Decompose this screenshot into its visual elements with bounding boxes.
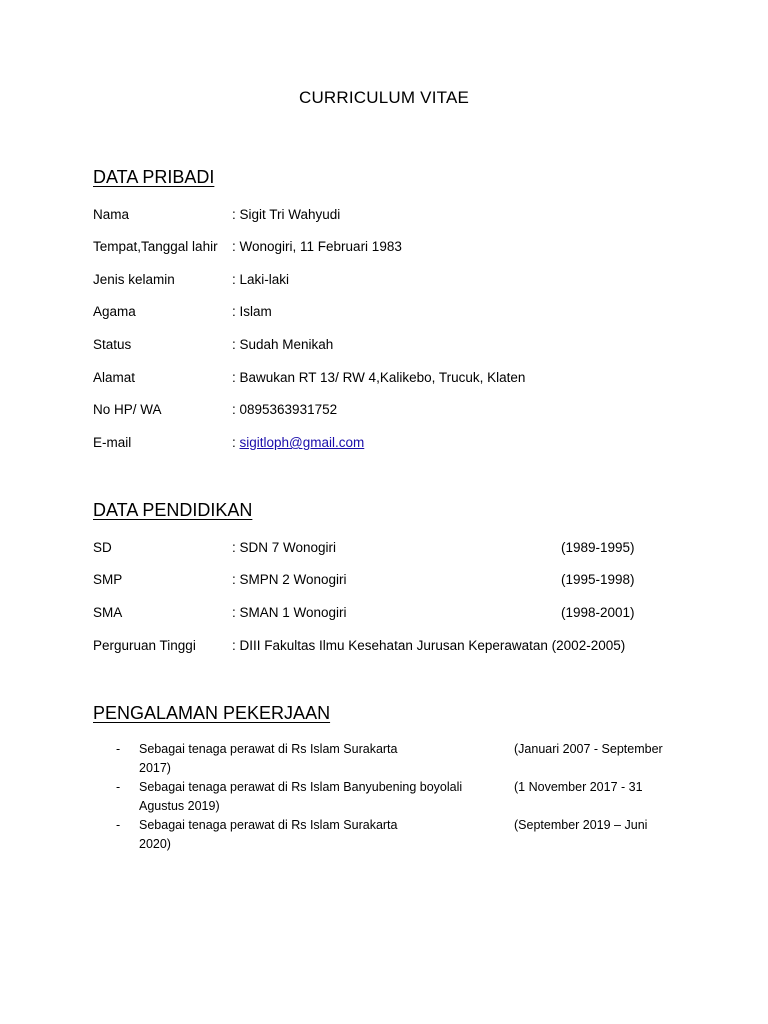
- birth-value: : Wonogiri, 11 Februari 1983: [232, 239, 402, 254]
- gender-label: Jenis kelamin: [93, 272, 175, 287]
- job-description: Sebagai tenaga perawat di Rs Islam Surakarta: [139, 818, 398, 832]
- address-value: : Bawukan RT 13/ RW 4,Kalikebo, Trucuk, Klaten: [232, 370, 526, 385]
- sma-label: SMA: [93, 605, 123, 620]
- email-link[interactable]: sigitloph@gmail.com: [239, 435, 365, 450]
- college-label: Perguruan Tinggi: [93, 638, 196, 653]
- sd-value: : SDN 7 Wonogiri: [232, 540, 337, 555]
- sma-years: (1998-2001): [561, 605, 635, 620]
- bullet-dash: -: [116, 818, 121, 832]
- job-period: (Januari 2007 - September: [514, 742, 663, 756]
- birth-label: Tempat,Tanggal lahir: [93, 239, 218, 254]
- email-label: E-mail: [93, 435, 132, 450]
- religion-value: : Islam: [232, 304, 272, 319]
- job-period: (September 2019 – Juni: [514, 818, 648, 832]
- job-period: (1 November 2017 - 31: [514, 780, 643, 794]
- job-description: Sebagai tenaga perawat di Rs Islam Surakarta: [139, 742, 398, 756]
- smp-years: (1995-1998): [561, 572, 635, 587]
- job-period-continued: Agustus 2019): [139, 799, 220, 813]
- college-value: : DIII Fakultas Ilmu Kesehatan Jurusan Keperawatan (2002-2005): [232, 638, 626, 653]
- sma-value: : SMAN 1 Wonogiri: [232, 605, 347, 620]
- bullet-dash: -: [116, 780, 121, 794]
- smp-value: : SMPN 2 Wonogiri: [232, 572, 347, 587]
- email-value: [232, 434, 364, 452]
- gender-value: : Laki-laki: [232, 272, 290, 287]
- smp-label: SMP: [93, 572, 123, 587]
- sd-label: SD: [93, 540, 112, 555]
- personal-data-heading: DATA PRIBADI: [93, 167, 215, 187]
- phone-value: : 0895363931752: [232, 402, 338, 417]
- status-value: : Sudah Menikah: [232, 337, 334, 352]
- sd-years: (1989-1995): [561, 540, 635, 555]
- status-label: Status: [93, 337, 132, 352]
- education-heading: DATA PENDIDIKAN: [93, 500, 253, 520]
- religion-label: Agama: [93, 304, 136, 319]
- phone-label: No HP/ WA: [93, 402, 162, 417]
- job-period-continued: 2017): [139, 761, 171, 775]
- address-label: Alamat: [93, 370, 136, 385]
- bullet-dash: -: [116, 742, 121, 756]
- document-title: CURRICULUM VITAE: [298, 88, 470, 107]
- experience-heading: PENGALAMAN PEKERJAAN: [93, 703, 331, 723]
- job-description: Sebagai tenaga perawat di Rs Islam Banyubening boyolali: [139, 780, 463, 794]
- email-prefix: :: [232, 435, 240, 450]
- job-period-continued: 2020): [139, 837, 171, 851]
- name-label: Nama: [93, 207, 130, 222]
- name-value: : Sigit Tri Wahyudi: [232, 207, 341, 222]
